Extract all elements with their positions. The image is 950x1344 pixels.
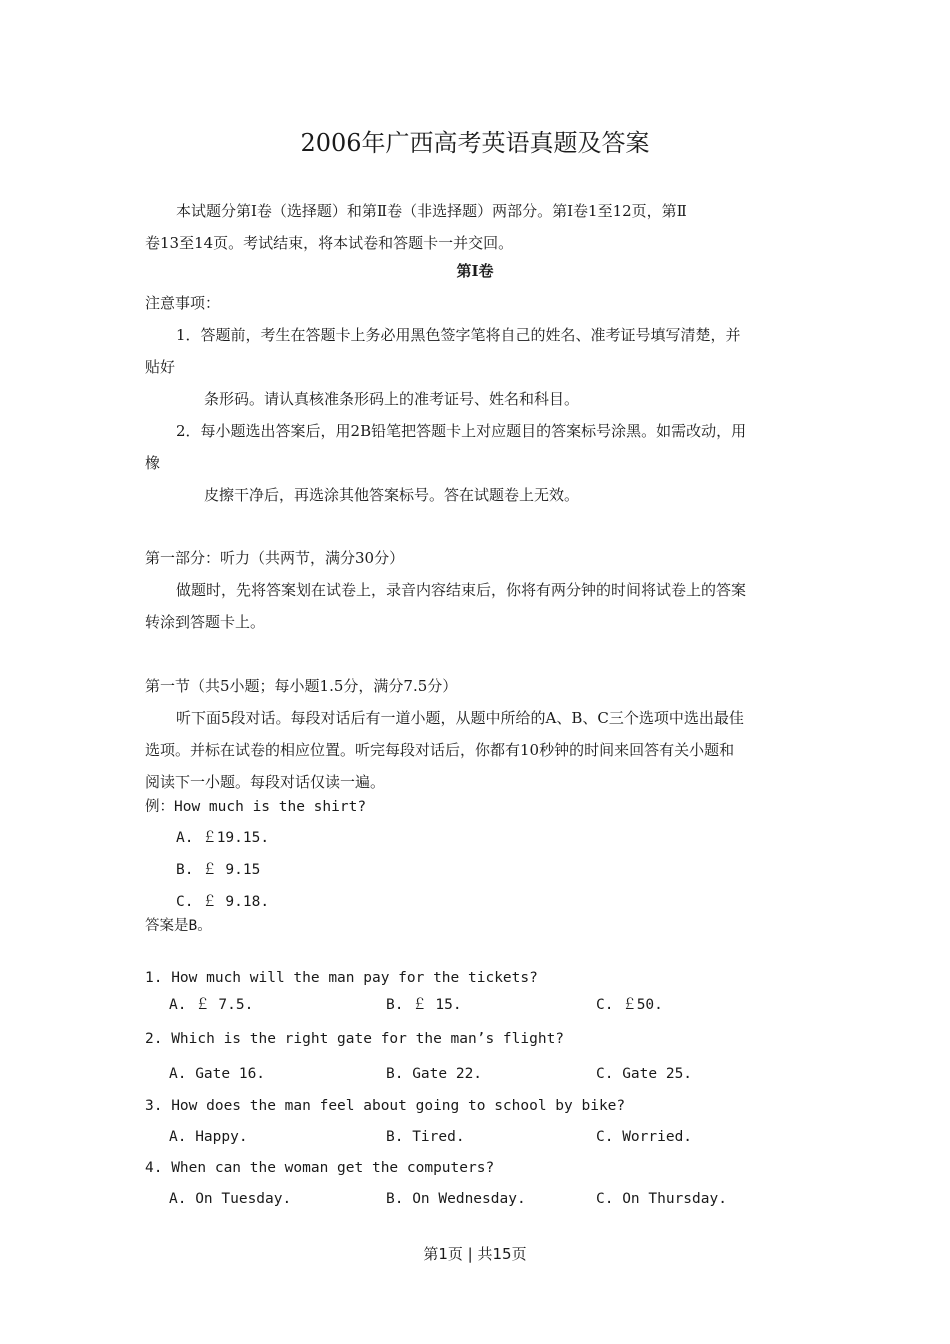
intro-line-2: 卷13至14页。考试结束，将本试卷和答题卡一并交回。: [145, 234, 514, 252]
question-4-option-a: A. On Tuesday.: [169, 1191, 292, 1207]
page-title: 2006年广西高考英语真题及答案: [300, 129, 650, 157]
part1-heading: 第一部分：听力（共两节，满分30分）: [145, 549, 405, 567]
example-option-a: A. ￡19.15.: [176, 830, 270, 846]
question-1-option-b: B. ￡ 15.: [386, 997, 462, 1013]
notice-item-2-line-2: 橡: [145, 454, 161, 472]
part1-desc-line-2: 转涂到答题卡上。: [145, 613, 266, 631]
question-1-option-c: C. ￡50.: [596, 997, 663, 1013]
notice-heading: 注意事项：: [145, 294, 221, 312]
section1-desc-line-1: 听下面5段对话。每段对话后有一道小题，从题中所给的A、B、C三个选项中选出最佳: [176, 709, 744, 727]
question-4: 4. When can the woman get the computers?: [145, 1160, 495, 1176]
question-1-option-a: A. ￡ 7.5.: [169, 997, 254, 1013]
question-4-option-c: C. On Thursday.: [596, 1191, 727, 1207]
example-answer: 答案是B。: [145, 918, 212, 934]
volume-heading: 第Ⅰ卷: [456, 262, 494, 280]
notice-item-1-line-1: 1．答题前，考生在答题卡上务必用黑色签字笔将自己的姓名、准考证号填写清楚，并: [176, 326, 741, 344]
question-2-option-c: C. Gate 25.: [596, 1066, 693, 1082]
question-4-option-b: B. On Wednesday.: [386, 1191, 526, 1207]
example-question: 例：How much is the shirt?: [145, 799, 367, 815]
notice-item-2-line-3: 皮擦干净后，再选涂其他答案标号。答在试题卷上无效。: [204, 486, 580, 504]
notice-item-1-line-2: 贴好: [145, 358, 176, 376]
example-option-c: C. ￡ 9.18.: [176, 894, 270, 910]
intro-line-1: 本试题分第Ⅰ卷（选择题）和第Ⅱ卷（非选择题）两部分。第Ⅰ卷1至12页，第Ⅱ: [176, 202, 687, 220]
page-footer: 第1页 | 共15页: [423, 1245, 527, 1263]
section1-desc-line-2: 选项。并标在试卷的相应位置。听完每段对话后，你都有10秒钟的时间来回答有关小题和: [145, 741, 735, 759]
question-2: 2. Which is the right gate for the man’s flight?: [145, 1031, 565, 1047]
example-option-b: B. ￡ 9.15: [176, 862, 261, 878]
question-3-option-b: B. Tired.: [386, 1129, 465, 1145]
part1-desc-line-1: 做题时，先将答案划在试卷上，录音内容结束后，你将有两分钟的时间将试卷上的答案: [176, 581, 747, 599]
question-3: 3. How does the man feel about going to school by bike?: [145, 1098, 626, 1114]
section1-heading: 第一节（共5小题；每小题1.5分，满分7.5分）: [145, 677, 458, 695]
question-2-option-b: B. Gate 22.: [386, 1066, 483, 1082]
notice-item-2-line-1: 2．每小题选出答案后，用2B铅笔把答题卡上对应题目的答案标号涂黑。如需改动，用: [176, 422, 747, 440]
question-3-option-a: A. Happy.: [169, 1129, 248, 1145]
question-2-option-a: A. Gate 16.: [169, 1066, 266, 1082]
question-1: 1. How much will the man pay for the tickets?: [145, 970, 538, 986]
section1-desc-line-3: 阅读下一小题。每段对话仅读一遍。: [145, 773, 386, 791]
notice-item-1-line-3: 条形码。请认真核准条形码上的准考证号、姓名和科目。: [204, 390, 580, 408]
question-3-option-c: C. Worried.: [596, 1129, 693, 1145]
